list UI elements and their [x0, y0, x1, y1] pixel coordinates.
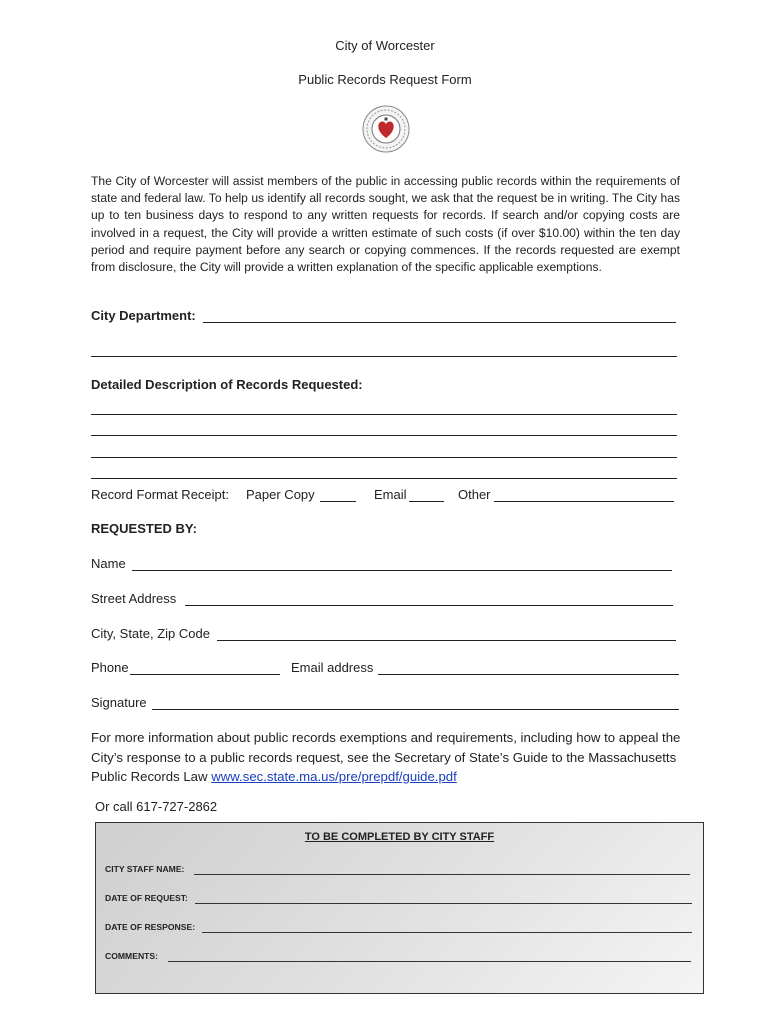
street-label: Street Address: [91, 591, 177, 606]
date-response-label: DATE OF RESPONSE:: [105, 922, 196, 932]
intro-paragraph: The City of Worcester will assist members of the public in accessing public records within the requirements of state and federal law. To help us identify all records sought, we ask that the request be in writing. The City has up to ten business days to respond to any written requests for records. If search and/or copying costs are involved in a request, the City will provide a written estimate of such costs (if over $10.00) within the ten day period and require payment before any search or copying commences. If the records requested are exempt from disclosure, the City will provide a written explanation of the specific applicable exemptions.: [91, 174, 680, 275]
paper-copy-label: Paper Copy: [246, 487, 315, 502]
call-number: Or call 617-727-2862: [95, 799, 218, 814]
signature-field[interactable]: [152, 709, 679, 710]
staff-name-field[interactable]: [194, 874, 690, 875]
email-format-label: Email: [374, 487, 407, 502]
description-line-3[interactable]: [91, 457, 677, 458]
phone-label: Phone: [91, 660, 129, 675]
staff-section: [95, 822, 704, 994]
email-address-label: Email address: [291, 660, 374, 675]
requested-by-heading: REQUESTED BY:: [91, 521, 197, 536]
city-seal-icon: [362, 105, 410, 153]
name-label: Name: [91, 556, 126, 571]
signature-label: Signature: [91, 695, 147, 710]
form-title: Public Records Request Form: [298, 72, 472, 87]
comments-field[interactable]: [168, 961, 691, 962]
city-state-zip-label: City, State, Zip Code: [91, 626, 210, 641]
department-label: City Department:: [91, 308, 196, 323]
description-line-2[interactable]: [91, 435, 677, 436]
city-name: City of Worcester: [335, 38, 435, 53]
department-field[interactable]: [203, 322, 676, 323]
other-format-field[interactable]: [494, 501, 674, 502]
format-label: Record Format Receipt:: [91, 487, 229, 502]
staff-name-label: CITY STAFF NAME:: [105, 864, 185, 874]
date-request-label: DATE OF REQUEST:: [105, 893, 188, 903]
department-field-line-2[interactable]: [91, 356, 677, 357]
paper-copy-field[interactable]: [320, 501, 356, 502]
phone-field[interactable]: [130, 674, 280, 675]
description-line-1[interactable]: [91, 414, 677, 415]
street-field[interactable]: [185, 605, 673, 606]
staff-heading: TO BE COMPLETED BY CITY STAFF: [304, 831, 495, 843]
city-state-zip-field[interactable]: [217, 640, 676, 641]
description-label: Detailed Description of Records Requested:: [91, 377, 363, 392]
email-address-field[interactable]: [378, 674, 679, 675]
other-format-label: Other: [458, 487, 491, 502]
guide-link[interactable]: www.sec.state.ma.us/pre/prepdf/guide.pdf: [211, 769, 457, 784]
email-format-field[interactable]: [409, 501, 444, 502]
comments-label: COMMENTS:: [105, 951, 158, 961]
date-response-field[interactable]: [202, 932, 692, 933]
name-field[interactable]: [132, 570, 672, 571]
footnote-text: For more information about public records exemptions and requirements, including how to appeal the City’s response to a public records request, see the Secretary of State’s Guide to the Massachusetts Public Records Law: [91, 730, 681, 784]
footnote: [91, 728, 691, 787]
description-line-4[interactable]: [91, 478, 677, 479]
date-request-field[interactable]: [195, 903, 692, 904]
